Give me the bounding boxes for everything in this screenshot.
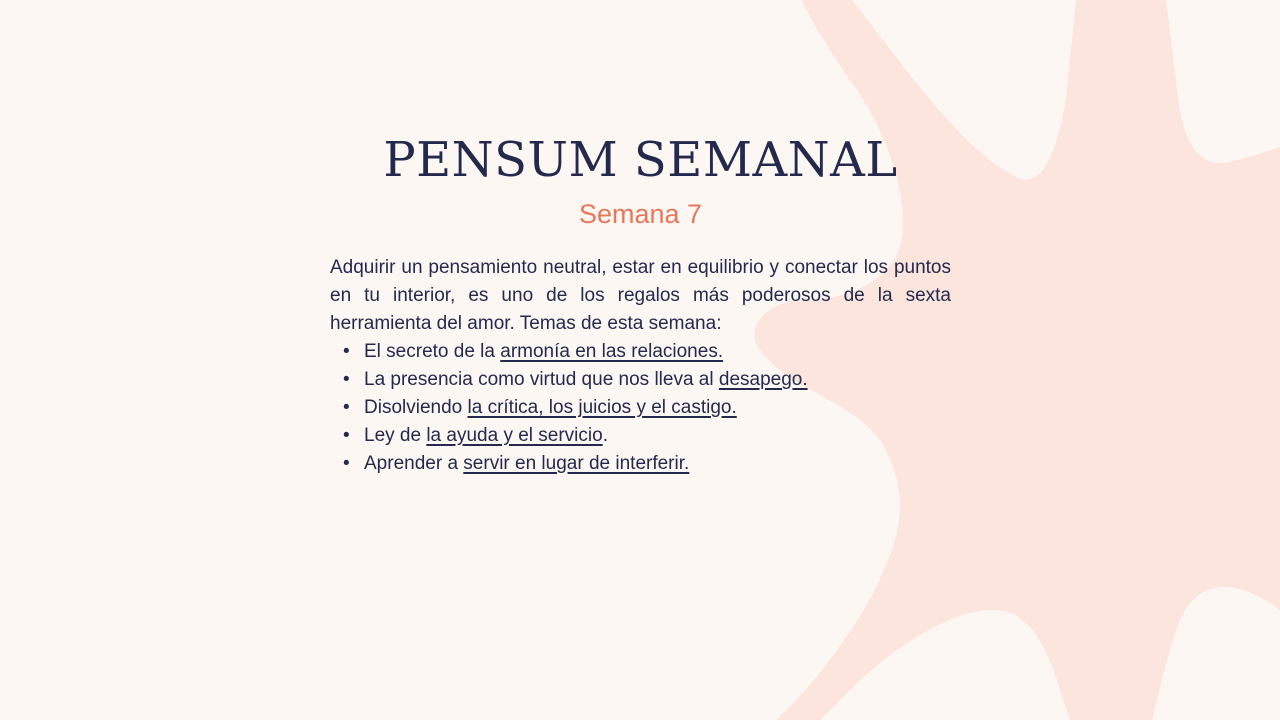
content-block [330,128,951,478]
topic-link[interactable]: armonía en las relaciones. [500,341,724,362]
topic-link[interactable]: desapego. [718,369,808,390]
topic-text: Aprender a [364,453,464,474]
topic-text: Ley de [364,425,427,446]
list-item [343,422,951,450]
page-title: PENSUM SEMANAL [383,132,898,188]
topic-text: La presencia como virtud que nos lleva al [364,369,719,390]
bullet-icon: • [343,341,350,362]
list-item [343,338,951,366]
topic-link[interactable]: servir en lugar de interferir. [463,453,690,474]
list-item [343,394,951,422]
topic-text: Disolviendo [364,397,468,418]
list-item [343,450,951,478]
intro-paragraph: Adquirir un pensamiento neutral, estar en equilibrio y conectar los puntos en tu interior, es uno de los regalos más poderosos de la sexta herramienta del amor. Temas de esta semana: [330,257,951,334]
topics-list [330,338,951,478]
topic-suffix: . [602,425,608,446]
topic-link[interactable]: la ayuda y el servicio [426,425,603,446]
bullet-icon: • [343,425,350,446]
topic-text: El secreto de la [364,341,501,362]
bullet-icon: • [343,453,350,474]
bullet-icon: • [343,397,350,418]
week-subtitle: Semana 7 [578,199,703,229]
topic-link[interactable]: la crítica, los juicios y el castigo. [467,397,737,418]
bullet-icon: • [343,369,350,390]
list-item [343,366,951,394]
